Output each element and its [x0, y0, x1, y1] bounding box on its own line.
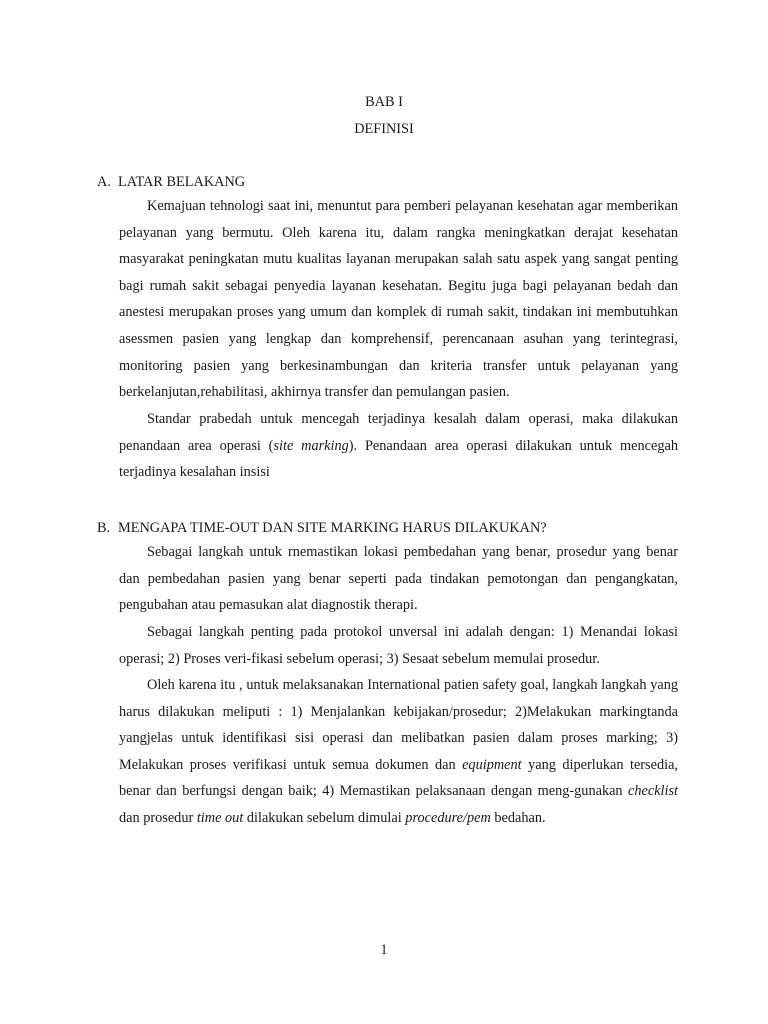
chapter-label: BAB I	[365, 94, 403, 110]
chapter-title: DEFINISI	[354, 121, 414, 137]
time-out-term: time out	[196, 809, 244, 826]
section-a-number: A.	[97, 174, 111, 190]
text-run: bedahan.	[490, 809, 546, 826]
text-run: Oleh karena itu , untuk melaksanakan International patien safety goal, langkah langkah yang harus dilakukan meliputi : 1) Menjalankan kebijakan/prosedur; 2)Melakukan markingtanda yangjelas untuk identifikasi sisi operasi dan melibatkan pasien dalam proses marking; 3) Melakukan proses verifikasi untuk semua dokumen dan	[119, 677, 678, 773]
section-a-paragraph-2	[119, 406, 678, 486]
section-b-paragraph-3	[119, 672, 678, 832]
section-a-heading	[97, 174, 245, 191]
section-b-paragraph-1: Sebagai langkah untuk rnemastikan lokasi pembedahan yang benar, prosedur yang benar dan pembedahan pasien yang benar seperti pada tindakan pemotongan dan pengangkatan, pengubahan atau pemasukan alat diagnostik therapi.	[119, 544, 678, 614]
text-run: dan prosedur	[119, 809, 197, 826]
site-marking-term: site marking	[273, 437, 349, 454]
section-a-title: LATAR BELAKANG	[118, 174, 246, 190]
text-run: yang diperlukan tersedia, benar dan berfungsi dengan baik; 4) Memastikan pelaksanaan dengan meng-gunakan	[119, 756, 679, 800]
section-a-paragraph-1: Kemajuan tehnologi saat ini, menuntut para pemberi pelayanan kesehatan agar memberikan pelayanan yang bermutu. Oleh karena itu, dalam rangka meningkatkan derajat kesehatan masyarakat peningkatan mutu kualitas layanan merupakan salah satu aspek yang sangat penting bagi rumah sakit sebagai penyedia layanan kesehatan. Begitu juga bagi pelayanan bedah dan anestesi merupakan proses yang umum dan komplek di rumah sakit, tindakan ini membutuhkan asessmen pasien yang lengkap dan komprehensif, perencanaan asuhan yang terintegrasi, monitoring pasien yang berkesinambungan dan kriteria transfer untuk pelayanan yang berkelanjutan,rehabilitasi, akhirnya transfer dan pemulangan pasien.	[119, 198, 678, 401]
checklist-term: checklist	[627, 783, 678, 800]
text-run: dilakukan sebelum dimulai	[243, 809, 406, 826]
section-b-paragraph-2: Sebagai langkah penting pada protokol unversal ini adalah dengan: 1) Menandai lokasi operasi; 2) Proses veri-fikasi sebelum operasi; 3) Sesaat sebelum memulai prosedur.	[119, 624, 678, 667]
text-run: Standar prabedah untuk mencegah terjadinya kesalah dalam operasi, maka dilakukan penandaan area operasi (	[119, 411, 678, 454]
section-b-number: B.	[97, 520, 111, 536]
text-run: ). Penandaan area operasi dilakukan untuk mencegah terjadinya kesalahan insisi	[119, 437, 678, 481]
section-b-heading	[97, 520, 547, 537]
equipment-term: equipment	[462, 756, 522, 773]
section-b-title: MENGAPA TIME-OUT DAN SITE MARKING HARUS DILAKUKAN?	[118, 520, 547, 536]
page-number: 1	[380, 942, 388, 958]
procedure-term: procedure/pem	[405, 809, 491, 826]
